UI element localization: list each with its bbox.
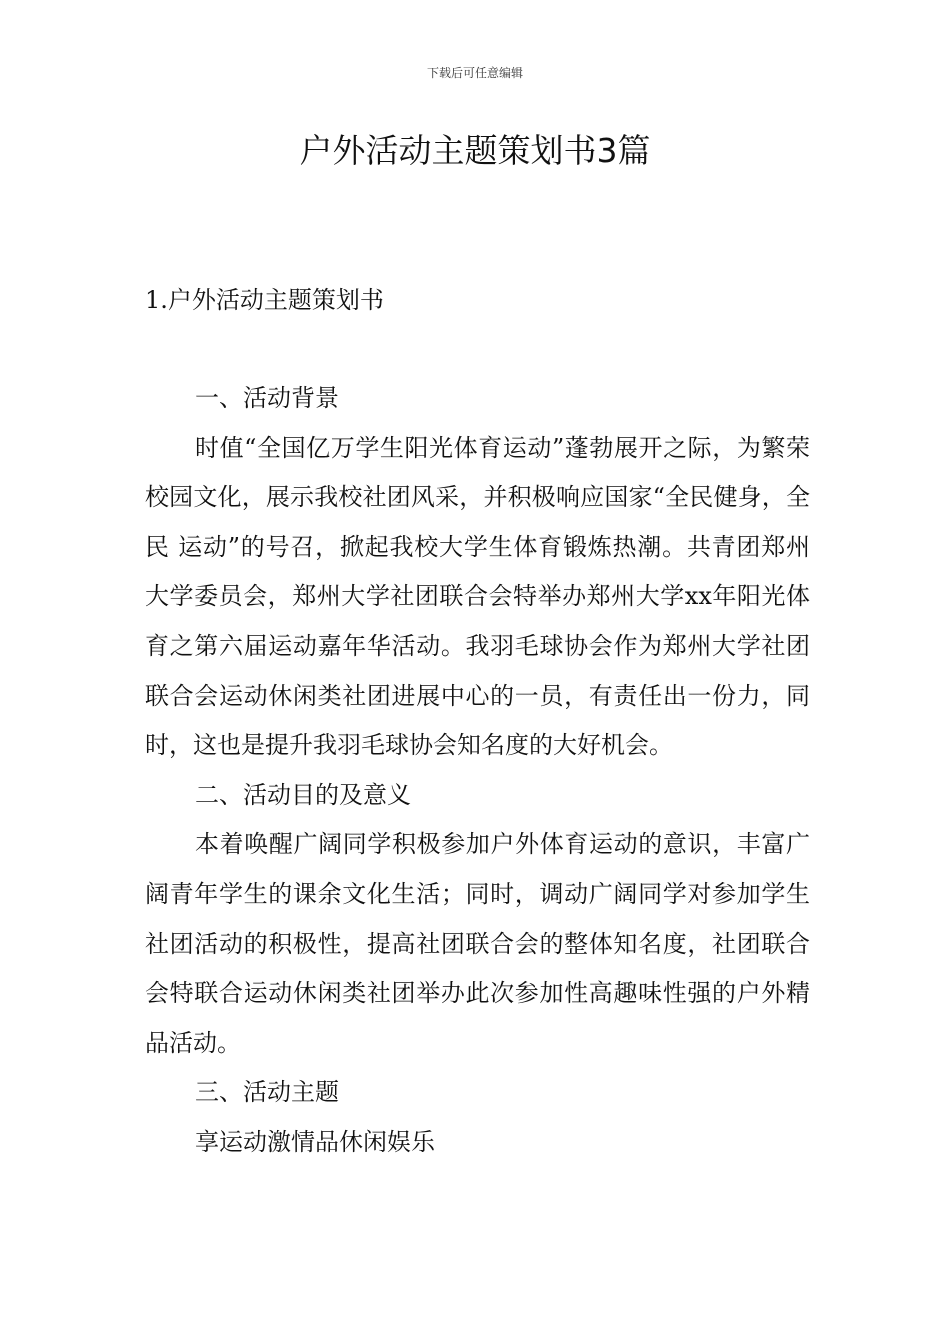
header-note: 下载后可任意编辑: [426, 66, 523, 80]
document-body: [145, 374, 810, 1168]
paragraph-background: 时值“全国亿万学生阳光体育运动”蓬勃展开之际，为繁荣校园文化，展示我校社团风采，并积极响应国家“全民健身，全民 运动”的号召，掀起我校大学生体育锻炼热潮。共青团郑州大学委员会，郑州大学社团联合会特举办郑州大学xx年阳光体育之第六届运动嘉年华活动。我羽毛球协会作为郑州大学社团联合会运动休闲类社团进展中心的一员，有责任出一份力，同时，这也是提升我羽毛球协会知名度的大好机会。: [145, 433, 810, 760]
section-title: 1.户外活动主题策划书: [145, 286, 384, 314]
paragraph-purpose: 本着唤醒广阔同学积极参加户外体育运动的意识，丰富广阔青年学生的课余文化生活；同时，调动广阔同学对参加学生社团活动的积极性，提高社团联合会的整体知名度，社团联合会特联合运动休闲类社团举办此次参加性高趣味性强的户外精品活动。: [145, 830, 810, 1057]
heading-theme: 三、活动主题: [195, 1078, 339, 1107]
heading-background: 一、活动背景: [195, 384, 339, 412]
heading-purpose: 二、活动目的及意义: [195, 780, 411, 809]
document-title: 户外活动主题策划书3篇: [299, 131, 651, 170]
paragraph-theme: 享运动激情品休闲娱乐: [195, 1127, 435, 1156]
